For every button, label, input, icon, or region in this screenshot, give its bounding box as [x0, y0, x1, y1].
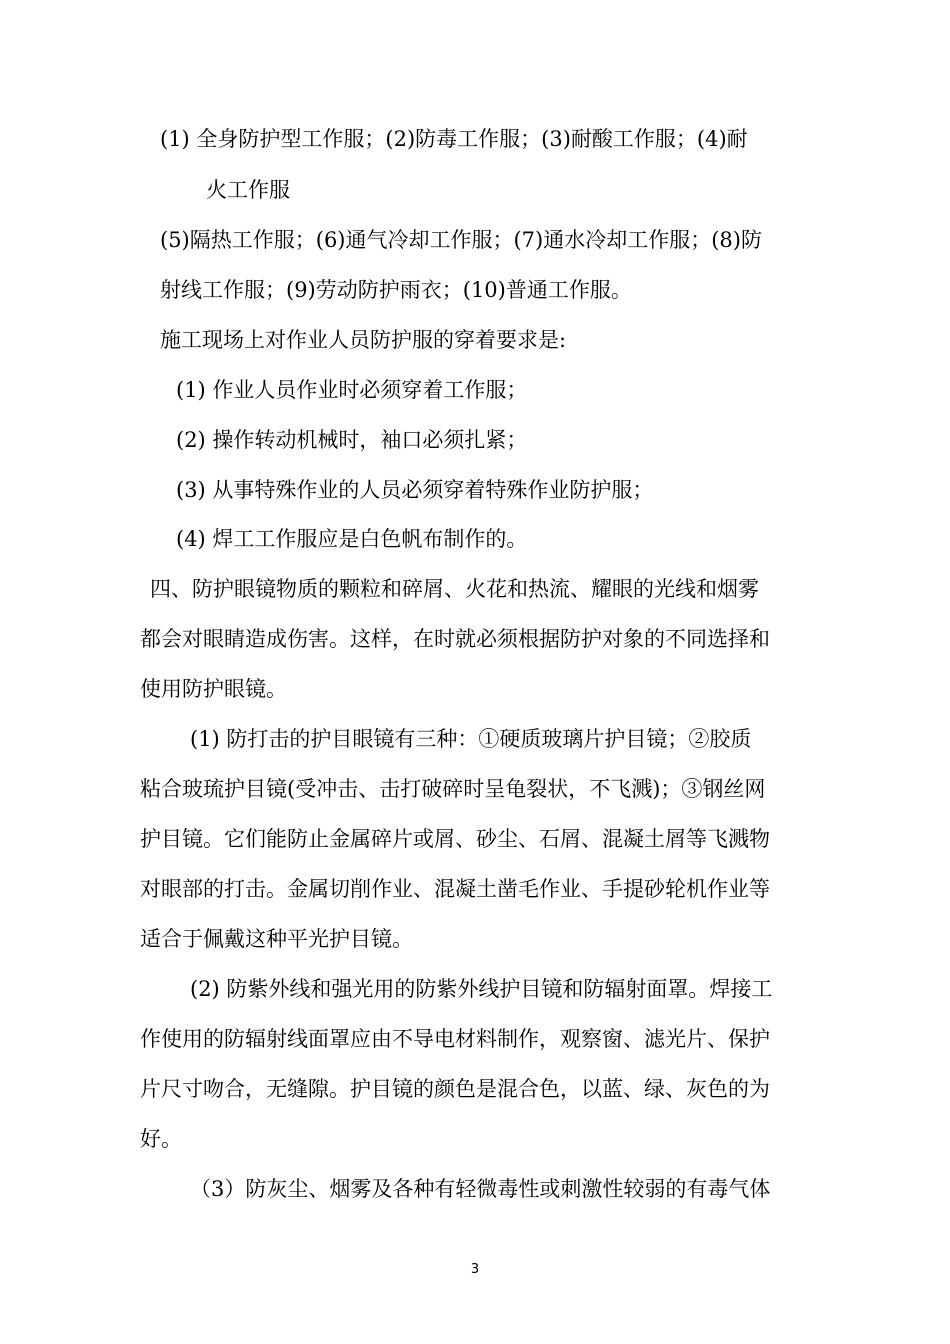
- text-line: 火工作服: [206, 178, 290, 202]
- text-line: (1) 作业人员作业时必须穿着工作服；: [176, 378, 528, 402]
- text-line: 好。: [140, 1127, 182, 1151]
- text-line: (5)隔热工作服；(6)通气冷却工作服；(7)通水冷却工作服；(8)防: [160, 228, 762, 252]
- text-line: （3）防灰尘、烟雾及各种有轻微毒性或刺激性较弱的有毒气体: [190, 1177, 771, 1201]
- text-line: 都会对眼睛造成伤害。这样，在时就必须根据防护对象的不同选择和: [140, 627, 770, 651]
- text-line: (2) 操作转动机械时，袖口必须扎紧；: [176, 428, 528, 452]
- text-line: 片尺寸吻合，无缝隙。护目镜的颜色是混合色，以蓝、绿、灰色的为: [140, 1077, 770, 1101]
- text-line: 施工现场上对作业人员防护服的穿着要求是:: [160, 328, 567, 352]
- text-line: (1) 防打击的护目眼镜有三种：①硬质玻璃片护目镜；②胶质: [190, 727, 752, 751]
- text-line: 适合于佩戴这种平光护目镜。: [140, 927, 413, 951]
- text-line: (2) 防紫外线和强光用的防紫外线护目镜和防辐射面罩。焊接工: [190, 977, 773, 1001]
- text-line: (1) 全身防护型工作服；(2)防毒工作服；(3)耐酸工作服；(4)耐: [160, 127, 748, 151]
- text-line: (3) 从事特殊作业的人员必须穿着特殊作业防护服；: [176, 478, 654, 502]
- text-line: 护目镜。它们能防止金属碎片或屑、砂尘、石屑、混凝土屑等飞溅物: [140, 827, 770, 851]
- page-number: 3: [470, 1262, 480, 1277]
- text-line: 使用防护眼镜。: [140, 677, 287, 701]
- text-line: 粘合玻琉护目镜(受冲击、击打破碎时呈龟裂状，不飞溅)；③钢丝网: [140, 777, 766, 801]
- text-line: (4) 焊工工作服应是白色帆布制作的。: [176, 527, 528, 551]
- section-heading-line: 四、防护眼镜物质的颗粒和碎屑、火花和热流、耀眼的光线和烟雾: [150, 577, 759, 601]
- text-line: 射线工作服；(9)劳动防护雨衣；(10)普通工作服。: [160, 278, 632, 302]
- text-line: 对眼部的打击。金属切削作业、混凝土凿毛作业、手提砂轮机作业等: [140, 877, 770, 901]
- text-line: 作使用的防辐射线面罩应由不导电材料制作，观察窗、滤光片、保护: [140, 1027, 770, 1051]
